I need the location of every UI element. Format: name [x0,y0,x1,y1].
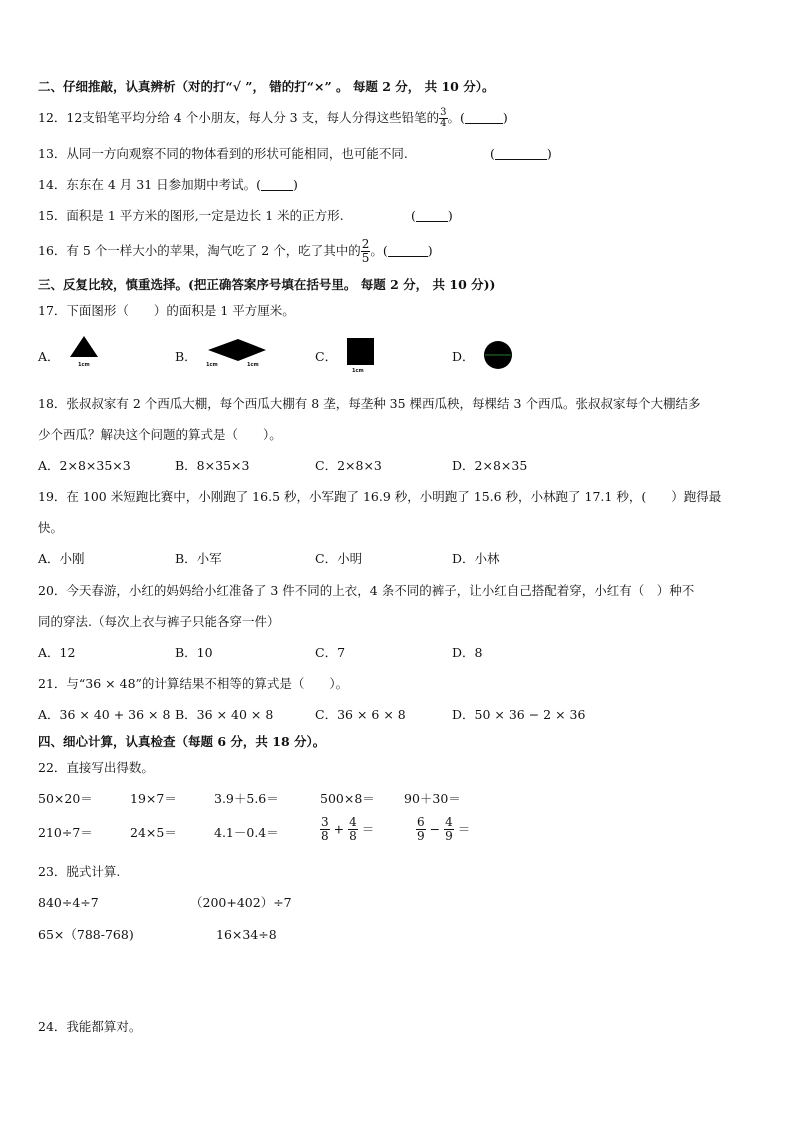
q16-fraction: $\frac{2}{5}$ [361,237,370,265]
rhombus-shape [204,338,268,364]
q12-fraction: $\frac{3}{4}$ [440,107,447,129]
question-18-line1: 18．张叔叔家有 2 个西瓜大棚，每个西瓜大棚有 8 垄，每垄种 35 棵西瓜秧，每棵结 3 个西瓜。张叔叔家每个大棚结多 [38,396,701,411]
square-unit-label: 1cm [352,368,364,374]
rhombus-unit-label-2: 1cm [247,362,259,368]
q20-option-b[interactable]: B．10 [175,645,213,660]
question-16: 16．有 5 个一样大小的苹果，淘气吃了 2 个，吃了其中的 $\frac{2}{5}$ 。( ) [38,237,433,265]
q19-option-b[interactable]: B．小军 [175,551,222,566]
answer-blank[interactable] [416,209,448,222]
calc-item: 4.1－0.4＝ [214,825,279,840]
q21-option-b[interactable]: B．36 × 40 × 8 [175,707,274,722]
q17-option-b[interactable]: B． [175,349,197,364]
expression-item: 65×（788-768) [38,927,134,942]
fraction-sum-3-8-4-8: $\frac{3}{8}$ + $\frac{4}{8}$ ＝ [321,815,375,843]
section3-title: 三、反复比较，慎重选择。(把正确答案序号填在括号里。 每题 2 分， 共 10 分)) [38,277,496,292]
question-14: 14．东东在 4 月 31 日参加期中考试。( ) [38,177,298,192]
q21-option-c[interactable]: C．36 × 6 × 8 [315,707,406,722]
calc-item: 3.9＋5.6＝ [214,791,279,806]
question-15: 15．面积是 1 平方米的图形,一定是边长 1 米的正方形. [38,208,344,223]
q17-option-a[interactable]: A． [38,349,60,364]
calc-item: 500×8＝ [320,791,375,806]
fraction-diff-6-9-4-9: $\frac{6}{9}$ − $\frac{4}{9}$ ＝ [417,815,471,843]
q15-answer: ( ) [411,208,453,223]
q20-option-c[interactable]: C．7 [315,645,346,660]
q19-option-d[interactable]: D．小林 [452,551,500,566]
q18-option-c[interactable]: C．2×8×3 [315,458,382,473]
calc-item: 24×5＝ [130,825,177,840]
q18-option-d[interactable]: D．2×8×35 [452,458,528,473]
calc-item: 90＋30＝ [404,791,461,806]
question-23: 23．脱式计算. [38,864,121,879]
q21-option-d[interactable]: D．50 × 36 − 2 × 36 [452,707,586,722]
expression-item: 16×34÷8 [216,927,277,942]
question-18-line2: 少个西瓜？解决这个问题的算式是（ ）。 [38,427,282,442]
question-19-line1: 19．在 100 米短跑比赛中，小刚跑了 16.5 秒，小军跑了 16.9 秒，小明跑了 15.6 秒，小林跑了 17.1 秒，( ）跑得最 [38,489,722,504]
calc-item: 50×20＝ [38,791,93,806]
q18-option-b[interactable]: B．8×35×3 [175,458,250,473]
question-22: 22．直接写出得数。 [38,760,154,775]
answer-blank[interactable] [465,111,503,124]
triangle-unit-label: 1cm [78,362,90,368]
question-21: 21．与“36 × 48”的计算结果不相等的算式是（ ）。 [38,676,349,691]
rhombus-unit-label-1: 1cm [206,362,218,368]
q20-option-d[interactable]: D．8 [452,645,483,660]
calc-item: 19×7＝ [130,791,177,806]
expression-item: 840÷4÷7 [38,895,99,910]
answer-blank[interactable] [495,147,547,160]
question-20-line1: 20．今天春游，小红的妈妈给小红准备了 3 件不同的上衣，4 条不同的裤子，让小红自己搭配着穿，小红有（ ）种不 [38,583,695,598]
q19-option-a[interactable]: A．小刚 [38,551,85,566]
q17-option-c[interactable]: C． [315,349,338,364]
question-24: 24．我能都算对。 [38,1019,142,1034]
triangle-shape [68,336,100,362]
question-19-line2: 快。 [38,520,64,535]
q19-option-c[interactable]: C．小明 [315,551,363,566]
circle-shape [482,340,514,370]
q12-text: 12．12支铅笔平均分给 4 个小朋友，每人分 3 支，每人分得这些铅笔的 [38,110,440,125]
answer-blank[interactable] [261,178,293,191]
q17-option-d[interactable]: D． [452,349,475,364]
q18-option-a[interactable]: A．2×8×35×3 [38,458,131,473]
question-17: 17．下面图形（ ）的面积是 1 平方厘米。 [38,303,295,318]
expression-item: （200+402）÷7 [190,895,292,910]
section2-title: 二、仔细推敲，认真辨析（对的打“√ ”， 错的打“×” 。 每题 2 分， 共 10 分）。 [38,79,495,94]
calc-item: 210÷7＝ [38,825,93,840]
q21-option-a[interactable]: A．36 × 40 + 36 × 8 [38,707,171,722]
q20-option-a[interactable]: A．12 [38,645,76,660]
section4-title: 四、细心计算，认真检查（每题 6 分，共 18 分）。 [38,734,326,749]
q13-answer: ( ) [490,146,552,161]
square-shape [345,338,377,366]
question-12: 12．12支铅笔平均分给 4 个小朋友，每人分 3 支，每人分得这些铅笔的 $\frac{3}{4}$ 。( ) [38,107,508,129]
question-13: 13．从同一方向观察不同的物体看到的形状可能相同，也可能不同. [38,146,408,161]
question-20-line2: 同的穿法.（每次上衣与裤子只能各穿一件） [38,614,280,629]
answer-blank[interactable] [388,244,428,257]
